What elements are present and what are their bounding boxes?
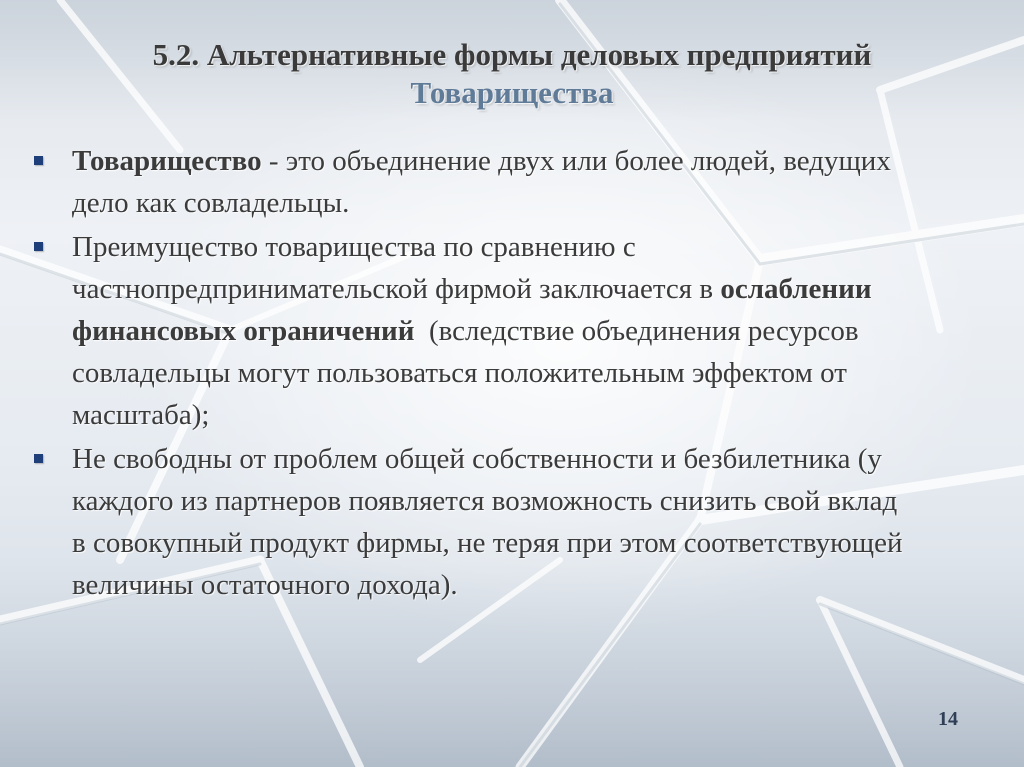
bullet-emphasis: ослаблении финансовых ограничений [72, 273, 872, 347]
bullet-list [30, 140, 910, 608]
slide-title [60, 36, 964, 112]
bullet-text: (вследствие объединения ресурсов совладельцы могут пользоваться положительным эффектом от масштаба); [72, 315, 866, 431]
bullet-term: Товарищество [72, 145, 262, 177]
subtitle-text: Товарищества [410, 75, 614, 110]
bullet-text: Не свободны от проблем общей собственности и безбилетника (у каждого из партнеров появляется возможность снизить свой вклад в совокупный продукт фирмы, не теряя при этом соответствующей величины остаточного дохода). [72, 443, 903, 601]
square-bullet-icon [34, 156, 43, 165]
square-bullet-icon [34, 242, 43, 251]
square-bullet-icon [34, 454, 43, 463]
bullet-item [30, 226, 910, 436]
bullet-item [30, 438, 910, 606]
title-text: 5.2. Альтернативные формы деловых предприятий [152, 37, 872, 72]
bullet-text: - это объединение двух или более людей, ведущих дело как совладельцы. [72, 145, 891, 219]
page-number: 14 [938, 708, 958, 730]
bullet-item [30, 140, 910, 224]
bullet-text: Преимущество товарищества по сравнению с частнопредпринимательской фирмой заключается в [72, 231, 721, 305]
